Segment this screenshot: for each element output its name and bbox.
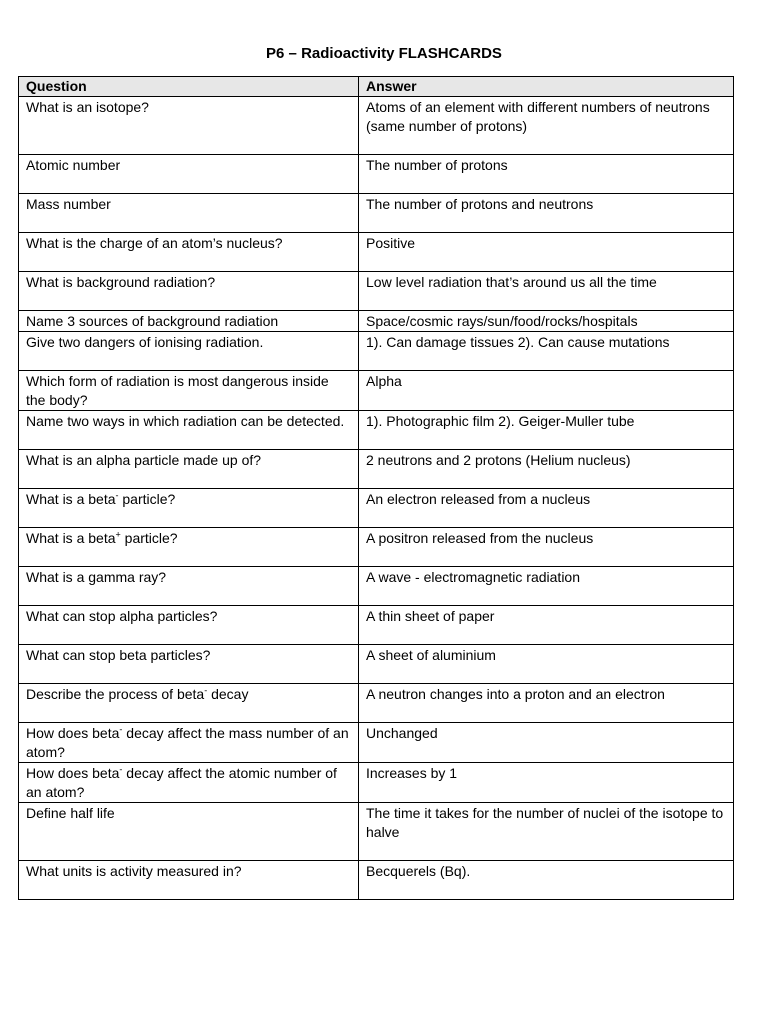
question-text: How does beta [26, 725, 120, 741]
question-cell: Mass number [19, 194, 359, 233]
question-text: particle? [118, 491, 176, 507]
table-row [19, 684, 734, 723]
answer-column-header: Answer [359, 77, 734, 97]
table-row [19, 233, 734, 272]
answer-cell: A thin sheet of paper [359, 606, 734, 645]
answer-cell: An electron released from a nucleus [359, 489, 734, 528]
question-cell [19, 763, 359, 803]
page-title: P6 – Radioactivity FLASHCARDS [266, 45, 502, 62]
question-cell: What is an isotope? [19, 97, 359, 155]
answer-cell: Unchanged [359, 723, 734, 763]
question-cell: What is an alpha particle made up of? [19, 450, 359, 489]
table-row [19, 803, 734, 861]
question-text: Describe the process of beta [26, 686, 205, 702]
answer-cell: Atoms of an element with different numbers of neutrons (same number of protons) [359, 97, 734, 155]
question-text: particle? [120, 530, 178, 546]
table-row [19, 645, 734, 684]
answer-cell: Positive [359, 233, 734, 272]
answer-cell: Increases by 1 [359, 763, 734, 803]
question-cell [19, 684, 359, 723]
charge-superscript: - [115, 490, 119, 501]
question-cell: Name 3 sources of background radiation [19, 311, 359, 332]
table-row [19, 311, 734, 332]
question-cell [19, 489, 359, 528]
answer-cell: A positron released from the nucleus [359, 528, 734, 567]
charge-superscript: - [204, 685, 208, 696]
charge-superscript: - [119, 764, 123, 775]
answer-cell: 1). Can damage tissues 2). Can cause mutations [359, 332, 734, 371]
question-text: decay affect the atomic number of an atom? [26, 765, 337, 800]
table-row [19, 450, 734, 489]
question-cell: Atomic number [19, 155, 359, 194]
answer-cell: The number of protons and neutrons [359, 194, 734, 233]
question-cell: Name two ways in which radiation can be detected. [19, 411, 359, 450]
answer-cell: A neutron changes into a proton and an electron [359, 684, 734, 723]
answer-cell: A sheet of aluminium [359, 645, 734, 684]
charge-superscript: - [119, 724, 123, 735]
question-cell [19, 528, 359, 567]
answer-cell: The time it takes for the number of nuclei of the isotope to halve [359, 803, 734, 861]
question-text: decay affect the mass number of an atom? [26, 725, 349, 760]
question-cell [19, 723, 359, 763]
answer-cell: Space/cosmic rays/sun/food/rocks/hospitals [359, 311, 734, 332]
table-row [19, 97, 734, 155]
question-cell: Give two dangers of ionising radiation. [19, 332, 359, 371]
question-cell: What is the charge of an atom’s nucleus? [19, 233, 359, 272]
question-cell: What units is activity measured in? [19, 861, 359, 900]
table-row [19, 763, 734, 803]
table-row [19, 489, 734, 528]
table-row [19, 155, 734, 194]
question-cell: Which form of radiation is most dangerous inside the body? [19, 371, 359, 411]
answer-cell: A wave - electromagnetic radiation [359, 567, 734, 606]
flashcards-table [18, 76, 734, 900]
table-row [19, 528, 734, 567]
question-cell: Define half life [19, 803, 359, 861]
table-row [19, 723, 734, 763]
question-text: What is a beta [26, 530, 116, 546]
answer-cell: Low level radiation that’s around us all the time [359, 272, 734, 311]
question-text: How does beta [26, 765, 120, 781]
question-text: decay [207, 686, 249, 702]
table-row [19, 371, 734, 411]
answer-cell: Becquerels (Bq). [359, 861, 734, 900]
charge-superscript: + [115, 529, 121, 540]
question-text: What is a beta [26, 491, 116, 507]
question-cell: What can stop alpha particles? [19, 606, 359, 645]
answer-cell: 1). Photographic film 2). Geiger-Muller tube [359, 411, 734, 450]
question-cell: What is a gamma ray? [19, 567, 359, 606]
answer-cell: The number of protons [359, 155, 734, 194]
answer-cell: 2 neutrons and 2 protons (Helium nucleus) [359, 450, 734, 489]
table-row [19, 332, 734, 371]
table-header-row [19, 77, 734, 97]
question-column-header: Question [19, 77, 359, 97]
table-row [19, 272, 734, 311]
table-row [19, 567, 734, 606]
question-cell: What can stop beta particles? [19, 645, 359, 684]
table-row [19, 606, 734, 645]
table-body [19, 97, 734, 900]
table-row [19, 861, 734, 900]
table-row [19, 194, 734, 233]
question-cell: What is background radiation? [19, 272, 359, 311]
table-row [19, 411, 734, 450]
answer-cell: Alpha [359, 371, 734, 411]
